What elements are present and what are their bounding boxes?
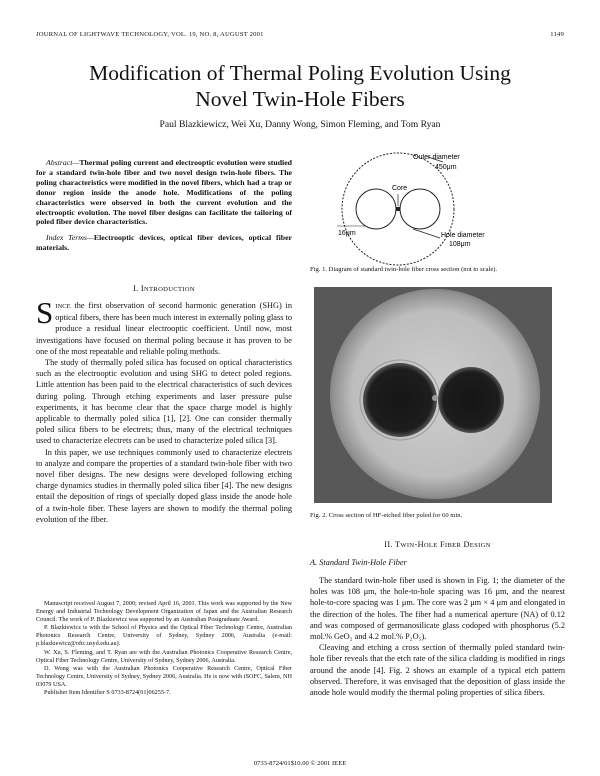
- footnotes: [36, 600, 292, 697]
- fiber-core: [396, 207, 400, 211]
- left-hole-image: [363, 363, 437, 437]
- index-terms-text: Electrooptic devices, optical fiber devices, optical fiber materials.: [36, 233, 292, 253]
- authors: Paul Blazkiewicz, Wei Xu, Danny Wong, Simon Fleming, and Tom Ryan: [159, 119, 441, 130]
- intro-paragraph-2: The study of thermally poled silica has focused on optical characteristics such as the electrooptic evolution and using SHG to detect poled regions. Little attention has been paid to the electrical characteristics of such devices during poling. Through etching experiments and laser pressure pulse experiments, it has become clear that the space charge model is highly applicable to thermally poled silica [1], [2]. One can consider thermally poled silica fibers to be electrets; thus, many of the electrical techniques used to characterize electrets can be used to characterize poled silica [3].: [36, 358, 292, 446]
- section-2-number: II.: [384, 540, 396, 549]
- title-line-2: Novel Twin-Hole Fibers: [195, 87, 405, 111]
- intro-lead: INCE: [55, 303, 71, 310]
- footnote-1: Manuscript received August 7, 2000; revised April 16, 2001. This work was supported by the New Energy and Industrial Technology Development Organization of Japan and the Australian Research Council. The work of P. Blazkiewicz was supported by an Australian Postgraduate Award.: [36, 600, 292, 624]
- intro-p1-text: the first observation of second harmonic generation (SHG) in optical fibers, there has been much interest in externally poling glass to produce a residual linear electrooptic coefficient. Until now, most investigations have focused on thermal poling because it has proven to be one of the most repeatable and reliable poling methods.: [36, 301, 292, 356]
- section-2-rest-4: ESIGN: [469, 542, 491, 549]
- section-1-heading: [36, 284, 292, 293]
- section-2-rest-3: IBER: [444, 542, 462, 549]
- fig1-diagram: [325, 150, 545, 268]
- right-hole-image: [438, 367, 504, 433]
- spacing-label: 16μm: [338, 230, 356, 237]
- abstract-text: Thermal poling current and electrooptic evolution were studied for a standard twin-hole fiber and two novel design twin-hole fibers. The poling characteristics were modified in the novel fibers, which had a trap or donor region inside the anode hole. Modifications of the poling characteristics were observed in both the current evolution and the electrooptic evolution. The novel fiber designs can facilitate the tailoring of poled fiber device characteristics.: [36, 158, 292, 227]
- section-2-cap-3: F: [439, 540, 445, 549]
- abstract-label: Abstract—: [46, 158, 80, 167]
- footnote-3: W. Xu, S. Fleming, and T. Ryan are with the Australian Photonics Cooperative Research Centre, Optical Fiber Technology Centre, University of Sydney, Sydney 2006, Australia.: [36, 648, 292, 664]
- fig2-caption: Fig. 2. Cross section of HF-etched fiber poled for 60 min.: [310, 512, 463, 519]
- page-number: 1149: [550, 31, 564, 38]
- journal-header: JOURNAL OF LIGHTWAVE TECHNOLOGY, VOL. 19, NO. 8, AUGUST 2001: [36, 31, 264, 38]
- section-2-paragraph-1: The standard twin-hole fiber used is shown in Fig. 1; the diameter of the holes was 108 μm, the hole-to-hole spacing was 16 μm, and the nearest hole-to-core spacing was 1 μm. The core was 2 μm × 4 μm and elongated in the direction of the holes. The fiber had a numerical aperture (NA) of 0.12 and was composed of germanosilicate glass codoped with phosphorus (5.2 mol.% GeO₂ and 4.2 mol.% P₂O₅).: [310, 576, 565, 642]
- section-1-rest: NTRODUCTION: [143, 286, 195, 293]
- fig2-etched-cross-section: [314, 287, 552, 503]
- left-hole: [356, 189, 396, 229]
- index-terms: [36, 233, 292, 253]
- section-2-paragraph-2: Cleaving and etching a cross section of thermally poled standard twin-hole fiber reveals that the etch rate of the silica cladding is modified in rings around the anode [4]. Fig. 2 shows an example of a typical etch pattern observed. Therefore, it was envisaged that the deposition of glass inside the anode hole would modify the thermal poling properties of silica fibers.: [310, 643, 565, 698]
- section-1-body: [36, 295, 292, 525]
- paper-title: [0, 60, 600, 112]
- intro-paragraph-3: In this paper, we use techniques commonly used to characterize electrets to analyze and compare the properties of a standard twin-hole fiber with two novel fiber designs. The new designs were developed following etching charge dynamics studies in thermally poled silica fiber [4]. The new designs entail the deposition of rings of specially doped glass inside the anode hole of a twin-hole fiber. These layers are shown to modify the thermal poling evolution of the fiber.: [36, 447, 292, 524]
- core-label: Core: [392, 185, 408, 192]
- hole-diameter-pointer: [413, 229, 440, 238]
- section-1-number: I.: [133, 284, 141, 293]
- right-hole: [400, 189, 440, 229]
- footnote-4: D. Wong was with the Australian Photonics Cooperative Research Centre, Optical Fiber Technology Centre, University of Sydney, Sydney 2006, Australia. He is now with iSOFC, Salem, NH 03079 USA.: [36, 664, 292, 688]
- section-2-cap-4: D: [463, 540, 470, 549]
- section-2-cap-2: H: [417, 540, 424, 549]
- section-2-body: [310, 575, 565, 698]
- subsection-heading: A. Standard Twin-Hole Fiber: [310, 558, 407, 567]
- footnote-5: Publisher Item Identifier S 0733-8724(01)06255-7.: [44, 689, 171, 697]
- copyright-footer: 0733-8724/01$10.00 © 2001 IEEE: [253, 760, 347, 767]
- abstract: [36, 158, 292, 227]
- footnote-2: P. Blazkiewicz is with the School of Physics and the Optical Fiber Technology Centre, Australian Photonics Research Centre, University of Sydney, Sydney 2006, Australia (e-mail: p.blazkiewicz@oftc.usyd.edu.au).: [36, 624, 292, 648]
- intro-paragraph-1: [36, 295, 292, 357]
- fig2-photo: [314, 287, 552, 503]
- drop-cap: S: [36, 295, 54, 330]
- title-line-1: Modification of Thermal Poling Evolution Using: [89, 61, 511, 85]
- section-2-rest-1: WIN: [400, 542, 415, 549]
- hole-diameter-label: Hole diameter: [441, 232, 485, 239]
- section-2-rest-2: OLE: [423, 542, 438, 549]
- core-image: [432, 395, 438, 401]
- section-2-cap-1: T: [395, 540, 401, 549]
- outer-diameter-value: 450μm: [435, 164, 457, 171]
- outer-diameter-label: Outer diameter: [413, 154, 460, 161]
- fig1-caption: Fig. 1. Diagram of standard twin-hole fiber cross section (not to scale).: [310, 266, 498, 273]
- index-terms-label: Index Terms—: [46, 233, 94, 243]
- section-2-heading: II. TWIN-HOLE FIBER DESIGN: [384, 540, 491, 549]
- hole-diameter-value: 108μm: [449, 241, 471, 248]
- section-1-cap: I: [140, 284, 144, 293]
- abstract-block: [36, 158, 292, 253]
